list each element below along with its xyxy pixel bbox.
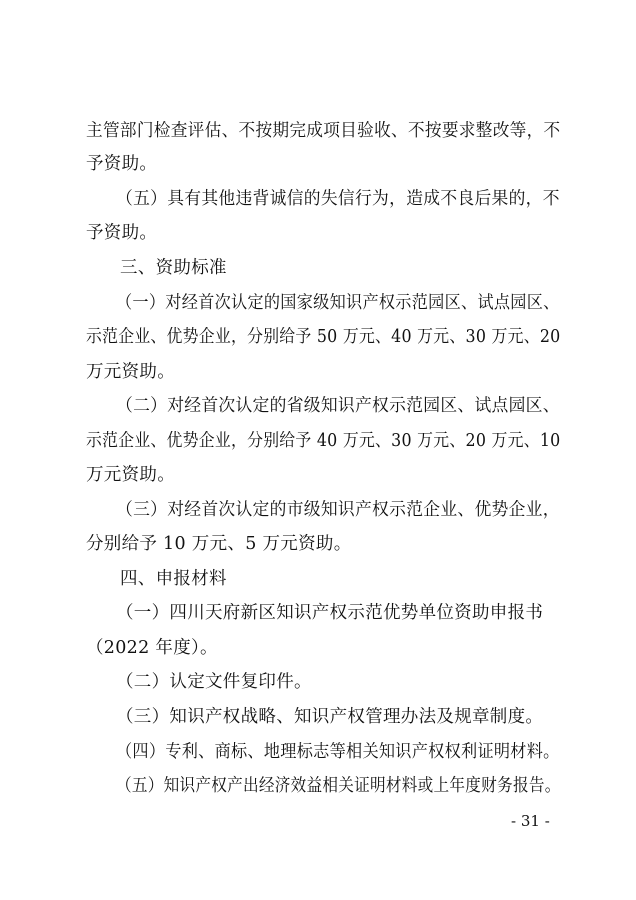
text-line: 万元资助。 — [86, 465, 175, 485]
text-line: 示范企业、优势企业，分别给予 50 万元、40 万元、30 万元、20 — [86, 327, 561, 347]
text-line: （二）对经首次认定的省级知识产权示范园区、试点园区、 — [116, 396, 560, 416]
text-line: （一）对经首次认定的国家级知识产权示范园区、试点园区、 — [116, 293, 560, 313]
text-line: （五）具有其他违背诚信的失信行为，造成不良后果的，不 — [116, 189, 560, 209]
text-line: 分别给予 10 万元、5 万元资助。 — [86, 534, 352, 554]
text-line: 示范企业、优势企业，分别给予 40 万元、30 万元、20 万元、10 — [86, 431, 561, 451]
text-line: （三）对经首次认定的市级知识产权示范企业、优势企业， — [116, 500, 560, 520]
page-number: - 31 - — [511, 812, 550, 830]
text-line: 予资助。 — [86, 223, 158, 243]
text-line: 主管部门检查评估、不按期完成项目验收、不按要求整改等，不 — [86, 121, 561, 141]
text-line: （四）专利、商标、地理标志等相关知识产权权利证明材料。 — [116, 742, 560, 762]
text-line: （三）知识产权战略、知识产权管理办法及规章制度。 — [116, 707, 544, 727]
section-heading: 四、申报材料 — [120, 569, 227, 589]
text-line: （二）认定文件复印件。 — [116, 672, 312, 692]
text-line: 万元资助。 — [86, 362, 175, 382]
text-line: 予资助。 — [86, 154, 158, 174]
text-line: （一）四川天府新区知识产权示范优势单位资助申报书 — [116, 603, 544, 623]
text-line: （2022 年度）。 — [86, 638, 218, 658]
section-heading: 三、资助标准 — [120, 258, 227, 278]
text-line: （五）知识产权产出经济效益相关证明材料或上年度财务报告。 — [116, 776, 561, 796]
